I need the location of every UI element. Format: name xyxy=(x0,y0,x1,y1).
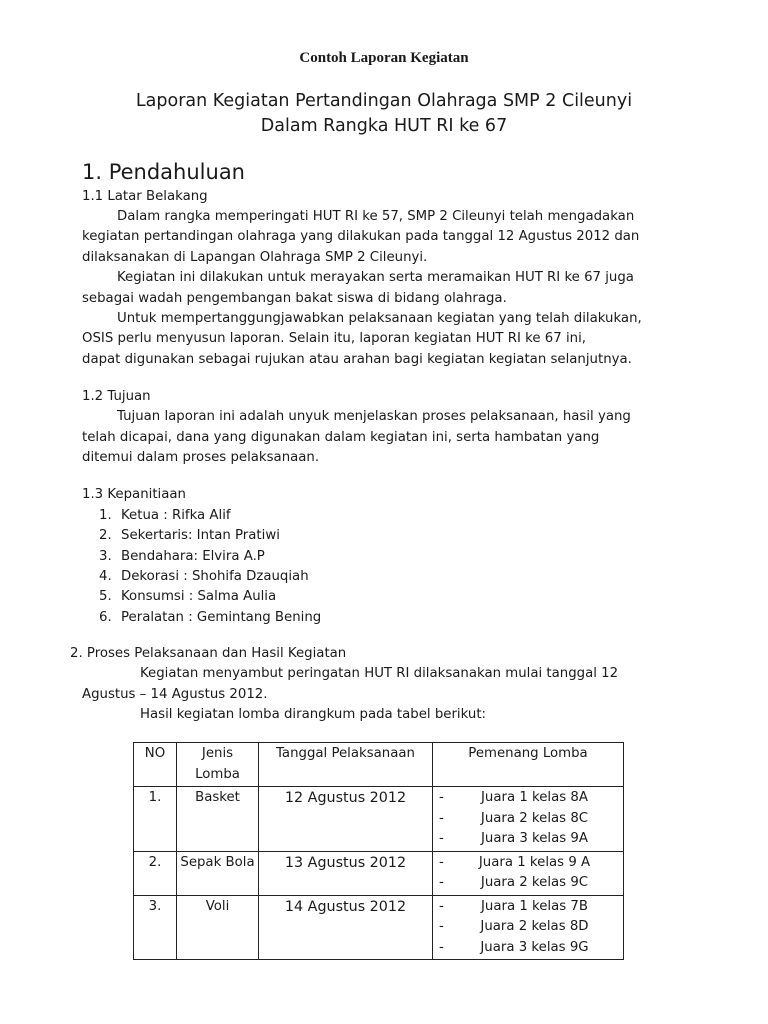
cell-tanggal: 13 Agustus 2012 xyxy=(259,851,433,895)
paragraph-line: Untuk mempertanggungjawabkan pelaksanaan kegiatan yang telah dilakukan, xyxy=(117,311,642,326)
list-item-committee: Peralatan : Gemintang Bening xyxy=(121,609,322,625)
document-title: Contoh Laporan Kegiatan xyxy=(299,50,469,66)
list-item-committee: Dekorasi : Shohifa Dzauqiah xyxy=(121,568,309,584)
list-item-number: 6. xyxy=(99,609,112,625)
cell-pemenang xyxy=(433,851,624,895)
paragraph-line: Dalam rangka memperingati HUT RI ke 57, SMP 2 Cileunyi telah mengadakan xyxy=(117,209,635,224)
bullet-dash: - xyxy=(439,919,444,934)
paragraph-line: kegiatan pertandingan olahraga yang dilakukan pada tanggal 12 Agustus 2012 dan xyxy=(82,229,640,245)
header-tanggal: Tanggal Pelaksanaan xyxy=(259,743,433,787)
paragraph-line: Hasil kegiatan lomba dirangkum pada tabel berikut: xyxy=(140,707,487,722)
subsection-1-1-title: 1.1 Latar Belakang xyxy=(82,189,208,204)
results-table xyxy=(133,742,624,960)
bullet-dash: - xyxy=(439,790,444,805)
list-item-committee: Sekertaris: Intan Pratiwi xyxy=(121,528,280,544)
cell-no: 2. xyxy=(134,851,177,895)
winner-text: Juara 2 kelas 8D xyxy=(480,919,589,934)
paragraph-line: Agustus – 14 Agustus 2012. xyxy=(82,686,268,702)
winner-text: Juara 3 kelas 9G xyxy=(480,939,589,955)
cell-jenis: Basket xyxy=(177,787,259,852)
table-row xyxy=(134,895,624,960)
winner-text: Juara 2 kelas 8C xyxy=(480,810,589,826)
bullet-dash: - xyxy=(439,898,444,914)
paragraph-line: ditemui dalam proses pelaksanaan. xyxy=(82,450,320,465)
winner-item xyxy=(439,829,620,850)
bullet-dash: - xyxy=(439,831,444,846)
list-item-committee: Ketua : Rifka Alif xyxy=(121,508,231,523)
winner-item xyxy=(439,938,620,959)
list-item-committee: Bendahara: Elvira A.P xyxy=(121,548,265,564)
cell-pemenang xyxy=(433,895,624,960)
header-jenis: Jenis Lomba xyxy=(177,743,259,787)
list-item-number: 3. xyxy=(99,548,112,564)
subsection-1-3-title: 1.3 Kepanitiaan xyxy=(82,487,186,502)
cell-no: 1. xyxy=(134,787,177,852)
table-header-row xyxy=(134,743,624,787)
bullet-dash: - xyxy=(439,854,444,870)
bullet-dash: - xyxy=(439,810,444,826)
list-item-number: 2. xyxy=(99,528,112,544)
paragraph-line: Kegiatan menyambut peringatan HUT RI dilaksanakan mulai tanggal 12 xyxy=(140,666,619,681)
list-item-number: 5. xyxy=(99,589,112,605)
winner-item xyxy=(439,809,620,830)
paragraph-line: dapat digunakan sebagai rujukan atau arahan bagi kegiatan kegiatan selanjutnya. xyxy=(82,351,632,367)
winner-text: Juara 1 kelas 7B xyxy=(480,898,588,914)
header-pemenang: Pemenang Lomba xyxy=(433,743,624,787)
winner-item xyxy=(439,897,620,918)
list-item-number: 1. xyxy=(99,508,112,523)
paragraph-line: Kegiatan ini dilakukan untuk merayakan serta meramaikan HUT RI ke 67 juga xyxy=(117,270,634,286)
cell-jenis: Voli xyxy=(177,895,259,960)
winner-text: Juara 3 kelas 9A xyxy=(481,831,588,846)
section-2-title: 2. Proses Pelaksanaan dan Hasil Kegiatan xyxy=(70,646,347,661)
bullet-dash: - xyxy=(439,939,444,955)
cell-no: 3. xyxy=(134,895,177,960)
table-row xyxy=(134,787,624,852)
winner-item xyxy=(439,853,620,874)
paragraph-line: telah dicapai, dana yang digunakan dalam kegiatan ini, serta hambatan yang xyxy=(82,429,600,445)
cell-jenis: Sepak Bola xyxy=(177,851,259,895)
paragraph-line: Tujuan laporan ini adalah unyuk menjelaskan proses pelaksanaan, hasil yang xyxy=(117,409,631,424)
cell-tanggal: 14 Agustus 2012 xyxy=(259,895,433,960)
header-no: NO xyxy=(134,743,177,787)
bullet-dash: - xyxy=(439,875,444,890)
subsection-1-2-title: 1.2 Tujuan xyxy=(82,389,151,404)
paragraph-line: sebagai wadah pengembangan bakat siswa di bidang olahraga. xyxy=(82,290,507,306)
winner-text: Juara 1 kelas 9 A xyxy=(478,854,591,870)
section-1-title: 1. Pendahuluan xyxy=(82,160,245,184)
report-heading-line-2: Dalam Rangka HUT RI ke 67 xyxy=(260,116,508,136)
paragraph-line: dilaksanakan di Lapangan Olahraga SMP 2 Cileunyi. xyxy=(82,249,428,265)
winner-item xyxy=(439,873,620,894)
winner-text: Juara 2 kelas 9C xyxy=(480,875,589,890)
winner-text: Juara 1 kelas 8A xyxy=(481,790,588,805)
winner-item xyxy=(439,917,620,938)
list-item-committee: Konsumsi : Salma Aulia xyxy=(121,589,277,605)
table-row xyxy=(134,851,624,895)
winner-item xyxy=(439,788,620,809)
cell-tanggal: 12 Agustus 2012 xyxy=(259,787,433,852)
report-heading-line-1: Laporan Kegiatan Pertandingan Olahraga SMP 2 Cileunyi xyxy=(135,91,633,111)
list-item-number: 4. xyxy=(99,568,112,584)
paragraph-line: OSIS perlu menyusun laporan. Selain itu, laporan kegiatan HUT RI ke 67 ini, xyxy=(82,331,586,347)
cell-pemenang xyxy=(433,787,624,852)
